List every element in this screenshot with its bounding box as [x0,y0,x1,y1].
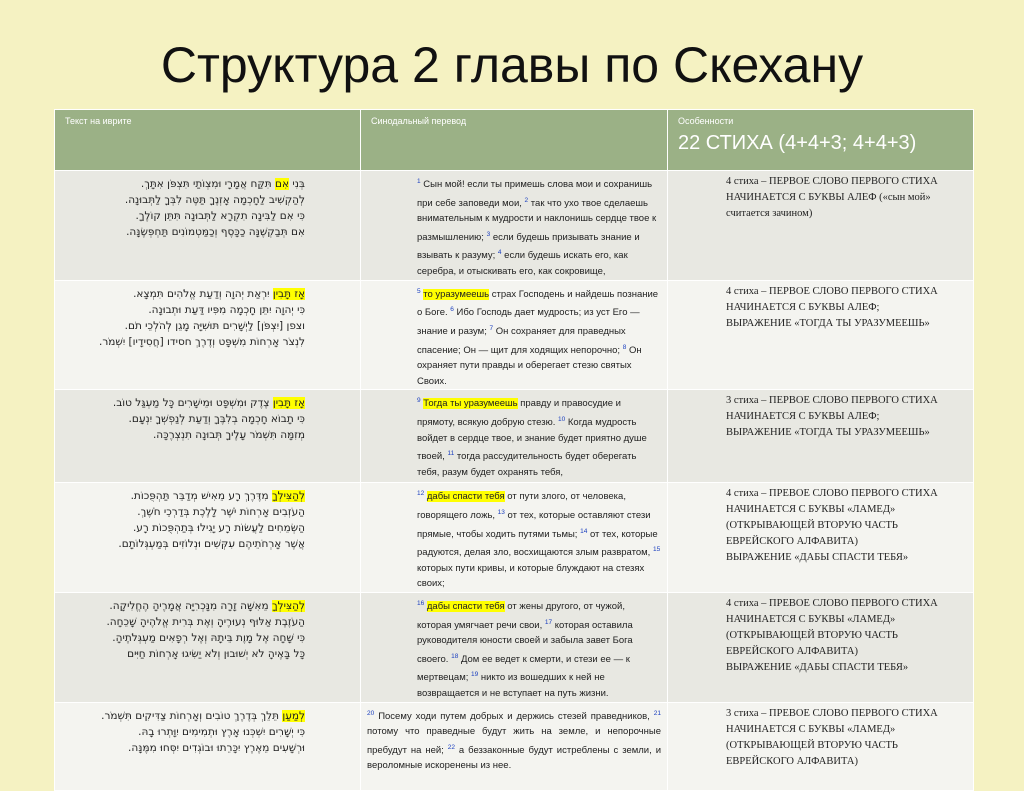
translation-highlight: дабы спасти тебя [426,601,505,613]
translation-text: страх Господень и найдешь познание о Боге. [417,288,659,319]
verse-number: 5 [417,287,421,295]
translation-cell [361,171,668,281]
hebrew-line: כִּי אִם לַבִּינָה תִקְרָא לַתְּבוּנָה תִּתֵּן קוֹלֶךָ. [135,210,305,222]
verse-number: 2 [524,196,529,204]
hebrew-line: מְזִמָּה תִּשְׁמֹר עָלֶיךָ תְּבוּנָה תִנְצְרֶכָּה. [152,429,305,442]
translation-text: Он сохраняет для праведных спасение; Он — щит для ходящих непорочно; [417,326,626,356]
features-cell [668,280,974,390]
translation-text: которых пути кривы, и которые блуждают на стезях своих; [417,562,645,590]
verse-number: 8 [622,343,627,351]
features-cell [668,483,974,593]
verse-number: 13 [497,508,505,516]
translation-cell [361,280,668,390]
hebrew-text: תֵּלֵךְ בְּדֶרֶךְ טוֹבִים וְאָרְחוֹת צַדִּיקִים תִּשְׁמֹר. [101,709,283,722]
translation-highlight: то уразумеешь [423,288,490,300]
features-cell [668,390,974,483]
feature-line: ВЫРАЖЕНИЕ «ДАБЫ СПАСТИ ТЕБЯ» [726,552,909,564]
translation-highlight: Тогда ты уразумеешь [423,398,518,410]
table-row [55,171,974,281]
translation-text: потому что праведные будут жить на земле, и непорочные пребудут на ней; [367,726,661,756]
hebrew-text: צֶדֶק וּמִשְׁפָּט וּמֵישָׁרִים כָּל מַעְגַּל טוֹב. [112,397,273,410]
hebrew-line: אִם תְּבַקְשֶׁנָּה כַכָּסֶף וְכַמַּטְמוֹנִים תַּחְפְּשֶׂנָּה. [126,226,305,238]
hebrew-text: בְּנִי [289,178,305,190]
header-features-verse-count: 22 СТИХА (4+4+3; 4+4+3) [678,132,917,154]
hebrew-text: מִדֶּרֶךְ רָע מֵאִישׁ מְדַבֵּר תַּהְפֻּכוֹת. [130,490,272,503]
translation-text: от тех, которые оставляют стези прямые, чтобы ходить путями тьмы; [417,510,651,540]
feature-line: ВЫРАЖЕНИЕ «ТОГДА ТЫ УРАЗУМЕЕШЬ» [726,317,930,329]
translation-text: так что ухо твое сделаешь внимательным к мудрости и наклонишь сердце твое к размышлению; [417,197,657,243]
translation-text: Дом ее ведет к смерти, и стези ее — к мертвецам; [417,653,630,684]
hebrew-cell [55,702,361,790]
features-cell [668,592,974,702]
structure-table [54,109,974,791]
verse-number: 11 [447,450,455,458]
verse-number: 1 [417,178,421,185]
hebrew-line [63,176,305,192]
hebrew-line: וּרְשָׁעִים מֵאֶרֶץ יִכָּרֵתוּ וּבוֹגְדִים יִסְּחוּ מִמֶּנָּה. [128,741,305,754]
features-cell [668,702,974,790]
translation-text: если будешь искать его, как серебра, и отыскивать его, как сокровище, [417,250,628,278]
verse-number: 3 [486,230,491,238]
hebrew-line: אֲשֶׁר אָרְחֹתֵיהֶם עִקְּשִׁים וּנְלוֹזִים בְּמַעְגְּלוֹתָם. [118,538,305,551]
hebrew-line: הַעֹזֶבֶת אַלּוּף נְעוּרֶיהָ וְאֶת בְּרִית אֱלֹהֶיהָ שָׁכֵחָה. [106,615,305,628]
hebrew-text: מֵאִשָּׁה זָרָה מִנָּכְרִיָּה אֲמָרֶיהָ הֶחֱלִיקָה. [109,599,272,612]
translation-text: тогда рассудительность будет оберегать тебя, разум будет охранять тебя, [417,451,637,478]
verse-number: 12 [417,490,425,498]
translation-text: никто из вошедших к ней не возвращается и не вступает на путь жизни. [417,672,609,699]
hebrew-line [63,488,305,504]
hebrew-line: הַעֹזְבִים אָרְחוֹת יֹשֶׁר לָלֶכֶת בְּדַרְכֵי חֹשֶׁךְ. [137,506,305,519]
translation-cell [361,483,668,593]
table-row [55,702,974,790]
feature-line: ВЫРАЖЕНИЕ «ТОГДА ТЫ УРАЗУМЕЕШЬ» [726,427,930,439]
hebrew-highlight: אָז תָּבִין [272,287,305,300]
hebrew-highlight: לְהַצִּילְךָ [271,490,305,503]
verse-number: 16 [417,599,425,607]
verse-number: 19 [471,671,479,679]
translation-highlight: дабы спасти тебя [426,491,505,503]
hebrew-text: תִּקַּח אֲמָרָי וּמִצְוֹתַי תִּצְפֹּן אִתָּךְ. [140,178,276,190]
slide-title: Структура 2 главы по Скехану [160,37,864,93]
translation-text: Он охраняет пути правды и оберегает стезю святых Своих. [417,344,642,387]
hebrew-line: כִּי יְשָׁרִים יִשְׁכְּנוּ אָרֶץ וּתְמִימִים יִוָּתְרוּ בָהּ. [138,725,305,738]
verse-number: 22 [447,743,455,751]
hebrew-line: כִּי תָבוֹא חָכְמָה בְלִבֶּךָ וְדַעַת לְנַפְשְׁךָ יִנְעָם. [128,413,305,426]
hebrew-line: הַשְּׂמֵחִים לַעֲשׂוֹת רָע יָגִילוּ בְּתַהְפֻּכוֹת רָע. [132,522,305,535]
hebrew-highlight: לְהַצִּילְךָ [271,599,305,612]
hebrew-cell [55,171,361,281]
translation-text: если будешь призывать знание и взывать к разуму; [417,231,640,262]
hebrew-highlight: אָז תָּבִין [272,397,305,410]
hebrew-line [63,286,305,302]
hebrew-line [63,598,305,614]
hebrew-line [63,395,305,411]
table-row [55,390,974,483]
hebrew-highlight: לְמַעַן [282,709,305,722]
table-row [55,280,974,390]
verse-number: 10 [558,415,566,423]
table-row [55,483,974,593]
translation-text: правду и правосудие и прямоту, всякую добрую стезю. [417,398,621,429]
translation-text: от тех, которые радуются, делая зло, восхищаются злым развратом, [417,528,658,559]
hebrew-cell [55,390,361,483]
feature-line: 4 стиха – ПЕРВОЕ СЛОВО ПЕРВОГО СТИХА НАЧИНАЕТСЯ С БУКВЫ АЛЕФ («сын мой» считается зачином) [726,176,938,219]
translation-cell [361,390,668,483]
features-cell [668,171,974,281]
translation-cell [361,702,668,790]
verse-number: 15 [652,546,661,554]
hebrew-highlight: אִם [275,178,290,190]
hebrew-text: יִרְאַת יְהוָה וְדַעַת אֱלֹהִים תִּמְצָא. [133,287,273,300]
translation-text: а беззаконные будут истреблены с земли, и вероломные искоренены из нее. [367,744,661,772]
verse-number: 9 [417,397,421,405]
feature-line: 4 стиха – ПРЕВОЕ СЛОВО ПЕРВОГО СТИХА НАЧИНАЕТСЯ С БУКВЫ «ЛАМЕД» (ОТКРЫВАЮЩЕЙ ВТОРУЮ ЧАСТЬ ЕВРЕЙСКОГО АЛФАВИТА) [726,597,938,657]
header-translation: Синодальный перевод [361,110,668,171]
verse-number: 18 [451,652,459,660]
verse-number: 17 [544,618,553,626]
verse-number: 6 [450,306,454,314]
hebrew-line: כִּי שָׁחָה אֶל מָוֶת בֵּיתָהּ וְאֶל רְפָאִים מַעְגְּלֹתֶיהָ. [112,631,305,644]
verse-number: 21 [653,709,661,717]
translation-text: от пути злого, от человека, говорящего ложь, [417,491,626,522]
translation-text: от жены другого, от чужой, которая умягчает речи свои, [417,601,625,631]
hebrew-cell [55,280,361,390]
translation-text: которая оставила руководителя юности своей и забыла завет Бога своего. [417,619,633,665]
verse-number: 4 [497,249,502,257]
translation-text: Когда мудрость войдет в сердце твое, и знание будет приятно душе твоей, [417,417,647,463]
header-hebrew: Текст на иврите [55,110,361,171]
hebrew-line: לְהַקְשִׁיב לַחָכְמָה אָזְנֶךָ תַּטֶּה לִבְּךָ לַתְּבוּנָה. [124,194,305,206]
hebrew-cell [55,483,361,593]
feature-line: ВЫРАЖЕНИЕ «ДАБЫ СПАСТИ ТЕБЯ» [726,661,909,673]
hebrew-line [63,708,305,724]
table-row [55,592,974,702]
translation-text: Ибо Господь дает мудрость; из уст Его — знание и разум; [417,307,640,338]
translation-cell [361,592,668,702]
verse-number: 20 [367,709,375,717]
hebrew-line: לִנְצֹר אָרְחוֹת מִשְׁפָּט וְדֶרֶךְ חסידו [חֲסִידָיו] יִשְׁמֹר. [99,335,305,348]
feature-line: 4 стиха – ПРЕВОЕ СЛОВО ПЕРВОГО СТИХА НАЧИНАЕТСЯ С БУКВЫ «ЛАМЕД» (ОТКРЫВАЮЩЕЙ ВТОРУЮ ЧАСТЬ ЕВРЕЙСКОГО АЛФАВИТА) [726,488,938,548]
feature-line: 4 стиха – ПЕРВОЕ СЛОВО ПЕРВОГО СТИХА НАЧИНАЕТСЯ С БУКВЫ АЛЕФ; [726,285,938,313]
hebrew-line: כִּי יְהוָה יִתֵּן חָכְמָה מִפִּיו דַּעַת וּתְבוּנָה. [148,303,305,316]
feature-line: 3 стиха – ПРЕВОЕ СЛОВО ПЕРВОГО СТИХА НАЧИНАЕТСЯ С БУКВЫ «ЛАМЕД» (ОТКРЫВАЮЩЕЙ ВТОРУЮ ЧАСТЬ ЕВРЕЙСКОГО АЛФАВИТА) [726,707,938,767]
hebrew-line: וצפן [יִצְפֹּן] לַיְשָׁרִים תּוּשִׁיָּה מָגֵן לְהֹלְכֵי תֹם. [124,319,305,332]
header-row [55,110,974,171]
translation-text: Сын мой! если ты примешь слова мои и сохранишь при себе заповеди мои, [417,179,653,209]
hebrew-line: כָּל בָּאֶיהָ לֹא יְשׁוּבוּן וְלֹא יַשִּׂיגוּ אָרְחוֹת חַיִּים [127,647,305,660]
header-features: Особенности 22 СТИХА (4+4+3; 4+4+3) [668,110,974,171]
verse-number: 7 [489,324,494,332]
verse-number: 14 [580,527,588,535]
hebrew-cell [55,592,361,702]
translation-text: Посему ходи путем добрых и держись стезей праведников, [374,710,654,722]
feature-line: 3 стиха – ПЕРВОЕ СЛОВО ПЕРВОГО СТИХА НАЧИНАЕТСЯ С БУКВЫ АЛЕФ; [726,395,938,423]
